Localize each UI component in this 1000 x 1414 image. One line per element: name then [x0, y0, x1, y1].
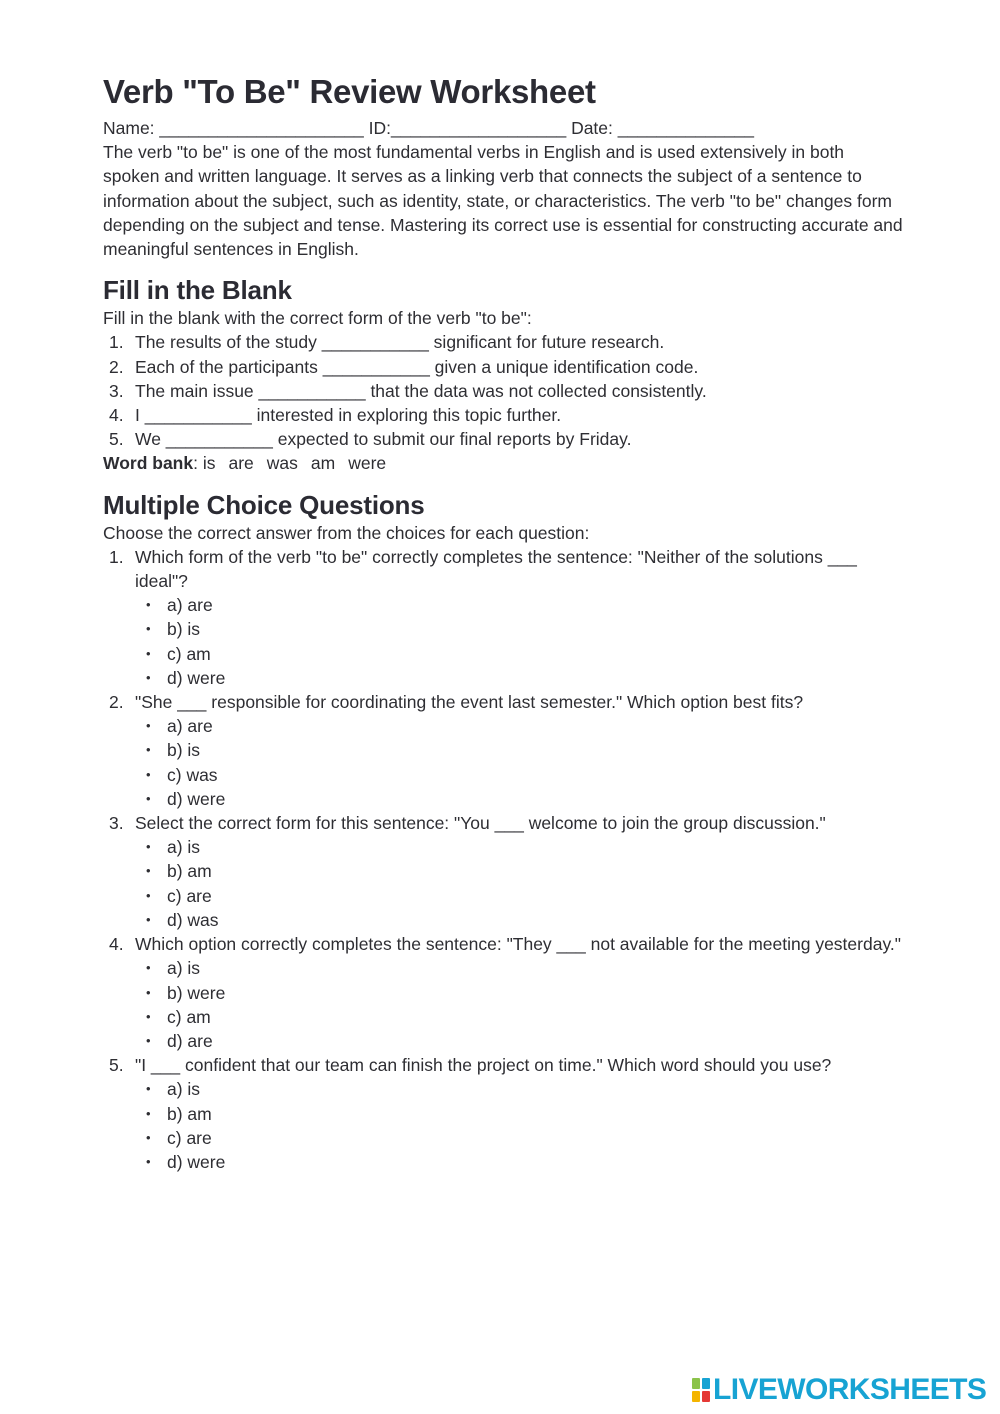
- item-text: Each of the participants ___________ given a unique identification code.: [135, 356, 699, 377]
- question-text: Select the correct form for this sentence: "You ___ welcome to join the group discussion.": [135, 813, 826, 834]
- item-number: 1.: [109, 332, 124, 353]
- item-number: 2.: [109, 356, 124, 377]
- word-bank-word: were: [348, 453, 387, 474]
- answer-option: • b) am: [135, 859, 903, 883]
- mcq-instruction: Choose the correct answer from the choices for each question:: [103, 522, 590, 543]
- answer-option: • c) am: [135, 1005, 903, 1029]
- answer-option: • d) are: [135, 1029, 903, 1053]
- fill-blank-item: [103, 379, 903, 403]
- question-text: Which option correctly completes the sentence: "They ___ not available for the meeting yesterday.": [135, 934, 901, 955]
- fill-blank-item: [103, 330, 903, 354]
- fill-blank-item: [103, 355, 903, 379]
- mcq-question: [103, 811, 903, 932]
- mcq-question: [103, 932, 903, 1053]
- question-text: "I ___ confident that our team can finish the project on time." Which word should you use?: [135, 1055, 832, 1076]
- question-text: "She ___ responsible for coordinating the event last semester." Which option best fits?: [135, 692, 804, 713]
- fill-blank-list: [103, 330, 903, 451]
- worksheet-page: [103, 72, 903, 1174]
- answer-option: • c) am: [135, 642, 903, 666]
- mcq-section: [103, 490, 903, 1174]
- question-text: Which form of the verb "to be" correctly completes the sentence: "Neither of the solutions ___ ideal"?: [135, 546, 857, 592]
- question-number: 4.: [109, 934, 124, 955]
- answer-option: • c) was: [135, 763, 903, 787]
- answer-option: • a) are: [135, 593, 903, 617]
- mcq-heading: Multiple Choice Questions: [103, 489, 425, 520]
- mcq-question: [103, 1053, 903, 1174]
- mcq-question: [103, 690, 903, 811]
- item-text: We ___________ expected to submit our final reports by Friday.: [135, 429, 632, 450]
- answer-option: • c) are: [135, 884, 903, 908]
- fill-blank-section: [103, 275, 903, 475]
- header-fields: Name: _____________________ ID:__________________ Date: ______________: [103, 118, 755, 138]
- answer-option: • a) is: [135, 835, 903, 859]
- word-bank-word: are: [228, 453, 254, 474]
- fill-blank-item: [103, 403, 903, 427]
- page-title: Verb "To Be" Review Worksheet: [103, 73, 596, 110]
- word-bank-word: am: [310, 453, 336, 474]
- item-text: I ___________ interested in exploring this topic further.: [135, 405, 562, 426]
- mcq-list: [103, 545, 903, 1174]
- liveworksheets-logo: [692, 1374, 986, 1406]
- answer-option: • b) am: [135, 1102, 903, 1126]
- item-text: The main issue ___________ that the data was not collected consistently.: [135, 380, 707, 401]
- answer-option: • b) is: [135, 617, 903, 641]
- word-bank-label: Word bank: [103, 453, 194, 474]
- answer-option: • a) is: [135, 1077, 903, 1101]
- option-list: [135, 1077, 903, 1174]
- question-number: 3.: [109, 813, 124, 834]
- word-bank-word: is: [202, 453, 216, 474]
- item-text: The results of the study ___________ significant for future research.: [135, 332, 665, 353]
- fill-blank-item: [103, 427, 903, 451]
- question-number: 2.: [109, 692, 124, 713]
- intro-paragraph: The verb "to be" is one of the most fundamental verbs in English and is used extensively in both spoken and written language. It serves as a linking verb that connects the subject of a sentence to information about the subject, such as identity, state, or characteristics. The verb "to be" changes form depending on the subject and tense. Mastering its correct use is essential for constructing accurate and meaningful sentences in English.: [103, 142, 903, 260]
- mcq-question: [103, 545, 903, 690]
- answer-option: • d) were: [135, 1150, 903, 1174]
- answer-option: • b) is: [135, 738, 903, 762]
- answer-option: • b) were: [135, 981, 903, 1005]
- answer-option: • d) were: [135, 666, 903, 690]
- word-bank-word: was: [266, 453, 298, 474]
- item-number: 3.: [109, 380, 124, 401]
- answer-option: • d) were: [135, 787, 903, 811]
- word-bank-colon: :: [193, 453, 203, 474]
- word-bank: [103, 451, 903, 475]
- question-number: 1.: [109, 546, 124, 567]
- option-list: [135, 956, 903, 1053]
- option-list: [135, 593, 903, 690]
- fill-blank-heading: Fill in the Blank: [103, 275, 292, 306]
- item-number: 5.: [109, 429, 124, 450]
- liveworksheets-logo-icon: [692, 1378, 711, 1402]
- fill-blank-instruction: Fill in the blank with the correct form of the verb "to be":: [103, 308, 532, 329]
- option-list: [135, 714, 903, 811]
- option-list: [135, 835, 903, 932]
- item-number: 4.: [109, 405, 124, 426]
- liveworksheets-logo-text: LIVEWORKSHEETS: [713, 1372, 987, 1406]
- answer-option: • a) is: [135, 956, 903, 980]
- question-number: 5.: [109, 1055, 124, 1076]
- answer-option: • a) are: [135, 714, 903, 738]
- answer-option: • d) was: [135, 908, 903, 932]
- answer-option: • c) are: [135, 1126, 903, 1150]
